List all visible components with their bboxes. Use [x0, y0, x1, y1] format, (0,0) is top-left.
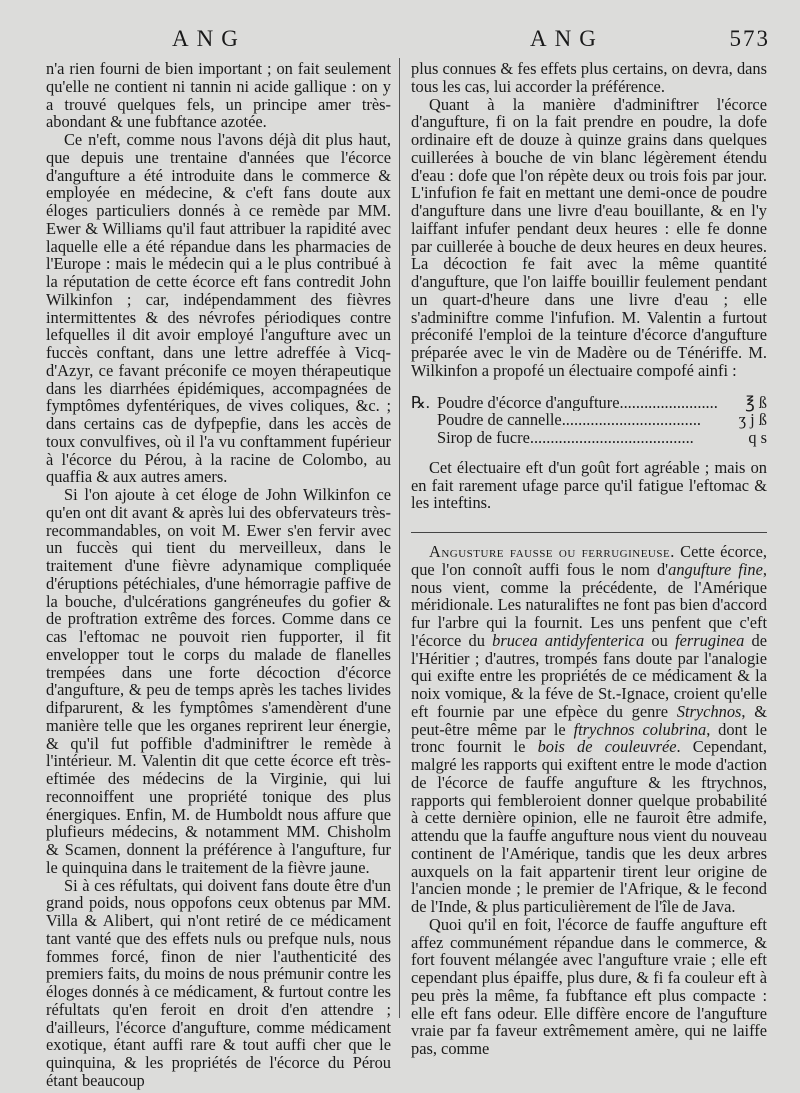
recipe-ingredient: Poudre d'écorce d'angufture — [437, 393, 620, 412]
recipe-line — [411, 429, 767, 447]
section-rule — [411, 532, 767, 533]
recipe-line — [411, 411, 767, 429]
right-column — [411, 60, 767, 1058]
column-divider — [399, 58, 400, 1018]
recipe-line — [411, 394, 767, 412]
recipe-ingredient: Poudre de cannelle — [437, 411, 562, 429]
paragraph: Cet électuaire eft d'un goût fort agréable ; mais on en fait rarement ufage parce qu'il fatigue l'eftomac & les inteftins. — [411, 457, 767, 513]
recipe-symbol: ℞. — [411, 392, 430, 412]
paragraph: n'a rien fourni de bien important ; on fait seulement qu'elle ne contient ni tannin ni acide gallique : on y a trouvé quelques fels, un principe amer très-abondant & une fubftance azotée. — [46, 59, 391, 132]
paragraph: plus connues & fes effets plus certains, on devra, dans tous les cas, lui accorder la préférence. — [411, 59, 767, 96]
running-head-left: ANG — [172, 26, 246, 51]
article-heading: Angusture fausse ou ferrugineuse. — [429, 542, 675, 561]
article-entry: Angusture fausse ou ferrugineuse. Cette écorce, que l'on connoît auffi fous le nom d'angufture fine, nous vient, comme la précédente, de l'Amérique méridionale. Les naturaliftes ne font pas bien d'accord fur l'arbre qui la fournit. Les uns penfent que c'eft l'écorce du brucea antidyfenterica ou ferruginea de l'Héritier ; d'autres, trompés fans doute par l'analogie qui exifte entre les propriétés de ce médicament & la noix vomique, & la féve de St.-Ignace, croient qu'elle eft fournie par une efpèce du genre Strychnos, & peut-être même par le ftrychnos colubrina, dont le tronc fournit le bois de couleuvrée. Cependant, malgré les rapports qui exiftent entre le mode d'action de l'écorce de fauffe angufture & les ftrychnos, rapports qui fembleroient donner quelque probabilité à cette dernière opinion, elle ne fauroit être admife, attendu que la fauffe angufture nous vient du nouveau continent de l'Amérique, tandis que les deux arbres auxquels on la fait appartenir tirent leur origine de l'ancien monde ; le premier de l'Afrique, & le fecond de l'Inde, & plus particulièrement de l'île de Java. — [411, 542, 768, 916]
recipe-dose: q s — [748, 428, 767, 447]
page-number: 573 — [729, 26, 770, 51]
paragraph: Si l'on ajoute à cet éloge de John Wilkinfon ce qu'en ont dit avant & après lui des obfervateurs très-recommandables, on voit M. Ewer s'en fervir avec un fuccès qui tient du merveilleux, dans le traitement d'une fièvre adynamique compliquée d'éruptions pétéchiales, d'une hémorragie paffive de la bouche, d'ulcérations gangréneufes du gofier & de proftration extrême des forces. Comme dans ce cas l'eftomac ne pouvoit rien fupporter, il fit envelopper tout le corps du malade de flanelles trempées dans une forte décoction d'écorce d'angufture, & peu de temps après les taches livides difparurent, & les fymptômes s'amendèrent d'une manière telle que les organes reprirent leur énergie, & qu'il fut poffible d'adminiftrer le remède à l'intérieur. M. Valentin dit que cette écorce eft très-eftimée des médecins de la Virginie, qui lui reconnoiffent une propriété tonique des plus énergiques. Enfin, M. de Humboldt nous affure que plufieurs médecins, & notamment MM. Chisholm & Scamen, donnent la préférence à l'angufture, fur le quinquina dans le traitement de la fièvre jaune. — [46, 485, 391, 877]
leader-dots: .................................. — [561, 411, 702, 429]
left-column — [46, 60, 391, 1090]
recipe-dose: ʒ j ß — [738, 410, 767, 430]
recipe-ingredient: Sirop de fucre — [437, 429, 530, 447]
leader-dots: ........................ — [619, 393, 718, 412]
recipe-dose: ℥ ß — [745, 392, 767, 412]
leader-dots: ........................................ — [529, 429, 694, 447]
paragraph: Quant à la manière d'adminiftrer l'écorce d'angufture, fi on la fait prendre en poudre, la dofe ordinaire eft de douze à quinze grains dans quelques cuillerées à bouche de vin blanc légèrement étendu d'eau : dofe que l'on répète deux ou trois fois par jour. L'infufion fe fait en mettant une demi-once de poudre d'angufture dans une livre d'eau bouillante, & en l'y laiffant infufer pendant deux heures : elle fe donne par cuillerée à bouche de deux heures en deux heures. La décoction fe fait avec la même quantité d'angufture, que l'on laiffe bouillir feulement pendant un quart-d'heure dans une livre d'eau ; elle s'adminiftre comme l'infufion. M. Valentin a furtout préconifé l'emploi de la teinture d'écorce d'angufture préparée avec le vin de Madère ou de Ténériffe. M. Wilkinfon a propofé un électuaire compofé ainfi : — [411, 94, 767, 380]
paragraph: Ce n'eft, comme nous l'avons déjà dit plus haut, que depuis une trentaine d'années que l'écorce d'angufture a été introduite dans le commerce & employée en médecine, & c'eft fans doute aux éloges particuliers donnés à ce remède par MM. Ewer & Williams qu'il faut attribuer la rapidité avec laquelle elle a été répandue dans les pharmacies de l'Europe : mais le médecin qui a le plus contribué à la réputation de cette écorce eft fans contredit John Wilkinfon ; car, indépendamment des fièvres intermittentes & des névrofes périodiques contre lefquelles il dit avoir employé l'angufture avec un fuccès conftant, dans une lettre adreffée à Vicq-d'Azyr, ce favant préconife ce moyen thérapeutique dans les diarrhées épidémiques, accompagnées de fymptômes dyfentériques, de vives coliques, &c. ; dans certains cas de dyfpepfie, dans les accès de toux convulfives, où il l'a vu conftamment fupérieur à l'écorce du Pérou, à la racine de Colombo, au quaffia & aux autres amers. — [46, 130, 391, 487]
paragraph: Quoi qu'il en foit, l'écorce de fauffe angufture eft affez communément répandue dans le commerce, & fort fouvent mélangée avec l'angufture vraie ; elle eft cependant plus épaiffe, plus dure, & fi fa couleur eft à peu près la même, fa fubftance eft plus compacte : elle eft fans odeur. Elle diffère encore de l'angufture vraie par fa faveur extrêmement amère, qui ne laiffe pas, comme — [411, 914, 767, 1058]
paragraph: Si à ces réfultats, qui doivent fans doute être d'un grand poids, nous oppofons ceux obtenus par MM. Villa & Alibert, qui n'ont retiré de ce médicament tant vanté que des effets nuls ou prefque nuls, nous fommes forcé, finon de nier l'authenticité des premiers faits, du moins de nous prémunir contre les éloges donnés à ce médicament, & furtout contre les réfultats qu'en feroit en droit d'en attendre ; d'ailleurs, l'écorce d'angufture, comme médicament exotique, étant auffi rare & tout auffi cher que le quinquina, & les propriétés de l'écorce du Pérou étant beaucoup — [46, 875, 391, 1090]
running-head-right: ANG — [530, 26, 604, 51]
recipe-block — [411, 394, 767, 447]
